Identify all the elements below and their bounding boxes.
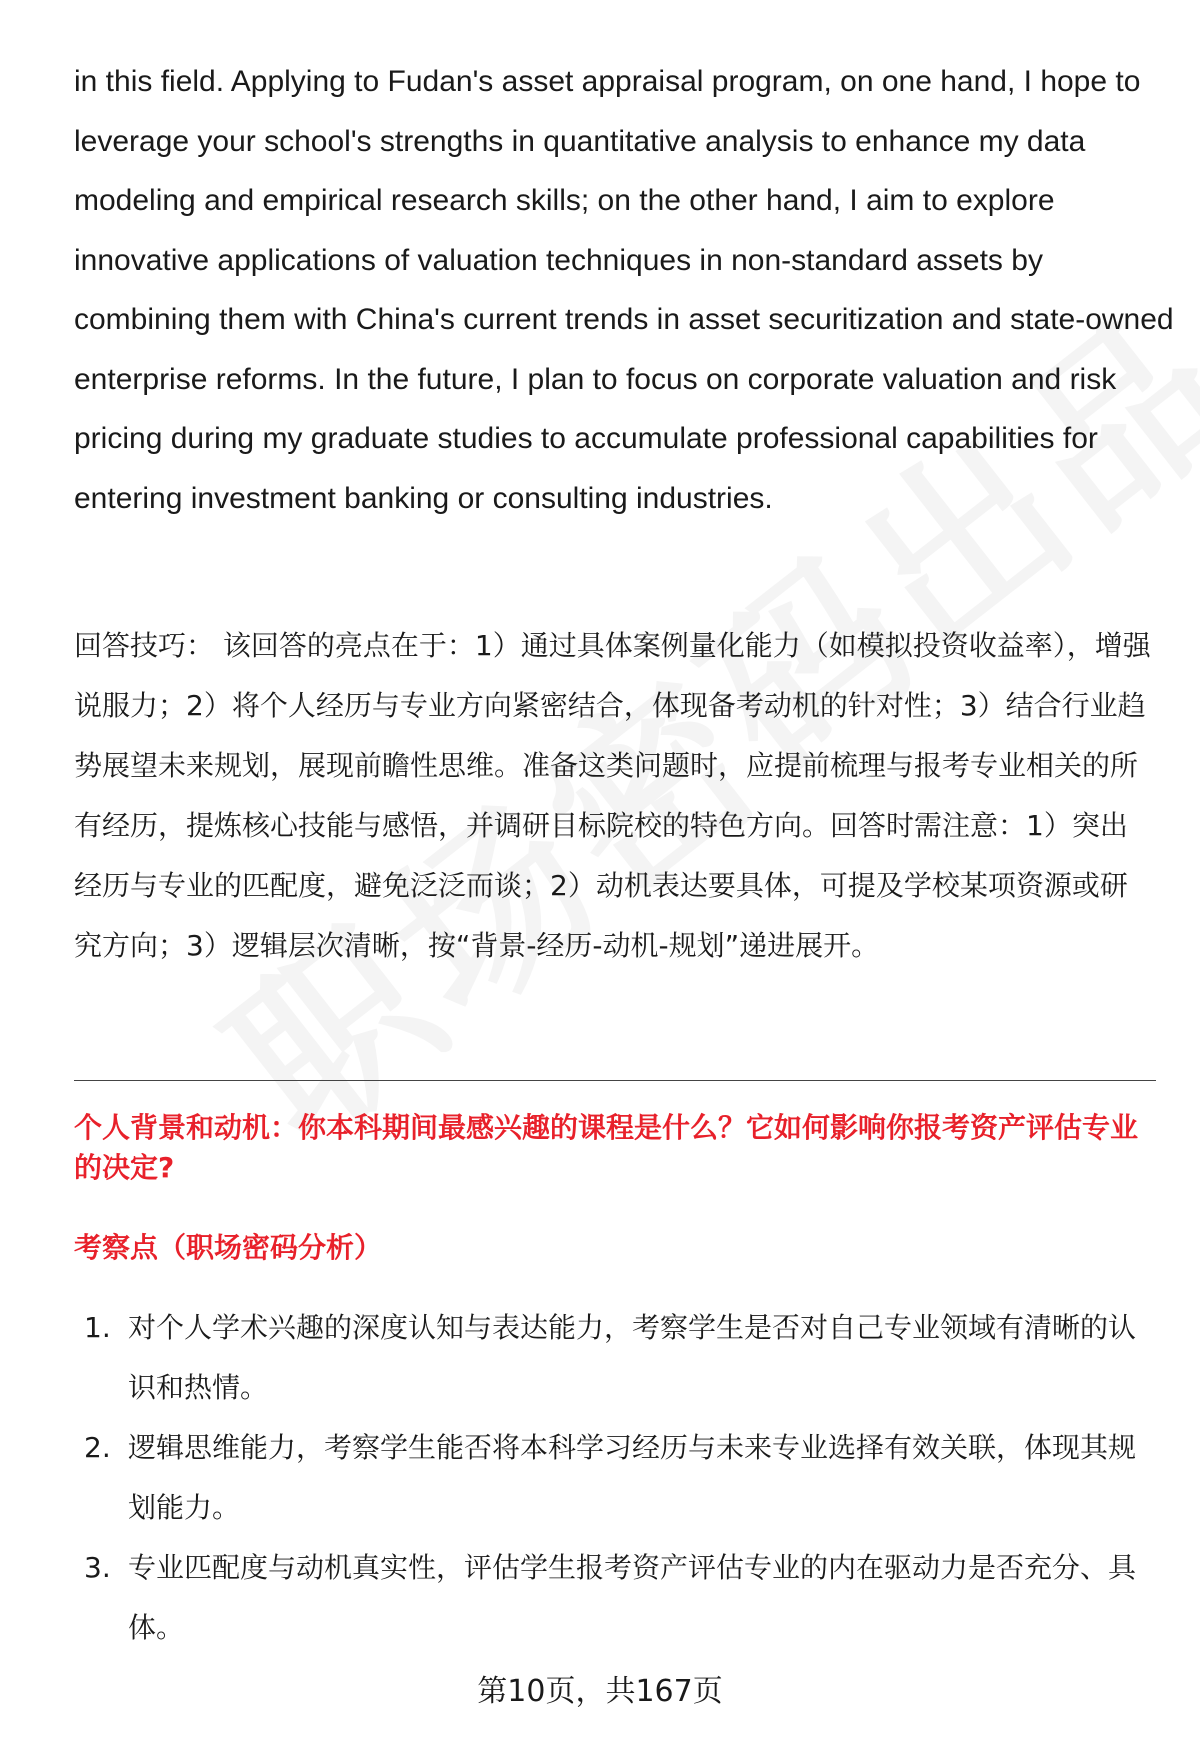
list-item-number: 3. [84, 1551, 111, 1584]
question-heading: 个人背景和动机：你本科期间最感兴趣的课程是什么？它如何影响你报考资产评估专业的决定? [74, 1111, 1139, 1184]
list-item-text: 对个人学术兴趣的深度认知与表达能力，考察学生是否对自己专业领域有清晰的认识和热情。 [128, 1311, 1137, 1404]
analysis-point-list [74, 1298, 1154, 1658]
list-item [74, 1298, 1154, 1418]
english-answer-paragraph: in this field. Applying to Fudan's asset appraisal program, on one hand, I hope to leverage your school's strengths in quantitative analysis to enhance my data modeling and empirical research skills; on the other hand, I aim to explore innovative applications of valuation techniques in non-standard assets by combining them with China's current trends in asset securitization and state-owned enterprise reforms. In the future, I plan to focus on corporate valuation and risk pricing during my graduate studies to accumulate professional capabilities for entering investment banking or consulting industries. [74, 65, 1174, 515]
list-item [74, 1538, 1154, 1658]
list-item [74, 1418, 1154, 1538]
list-item-text: 逻辑思维能力，考察学生能否将本科学习经历与未来专业选择有效关联，体现其规划能力。 [128, 1431, 1137, 1524]
list-item-number: 1. [84, 1311, 111, 1344]
answer-tips-paragraph: 回答技巧： 该回答的亮点在于：1）通过具体案例量化能力（如模拟投资收益率），增强说服力；2）将个人经历与专业方向紧密结合，体现备考动机的针对性；3）结合行业趋势展望未来规划，展现前瞻性思维。准备这类问题时，应提前梳理与报考专业相关的所有经历，提炼核心技能与感悟，并调研目标院校的特色方向。回答时需注意：1）突出经历与专业的匹配度，避免泛泛而谈；2）动机表达要具体，可提及学校某项资源或研究方向；3）逻辑层次清晰，按“背景-经历-动机-规划”递进展开。 [74, 629, 1151, 962]
page-number-footer: 第10页，共167页 [477, 1674, 723, 1709]
analysis-section-title: 考察点（职场密码分析） [74, 1231, 383, 1264]
list-item-number: 2. [84, 1431, 111, 1464]
list-item-text: 专业匹配度与动机真实性，评估学生报考资产评估专业的内在驱动力是否充分、具体。 [128, 1551, 1137, 1644]
section-divider [74, 1080, 1156, 1081]
